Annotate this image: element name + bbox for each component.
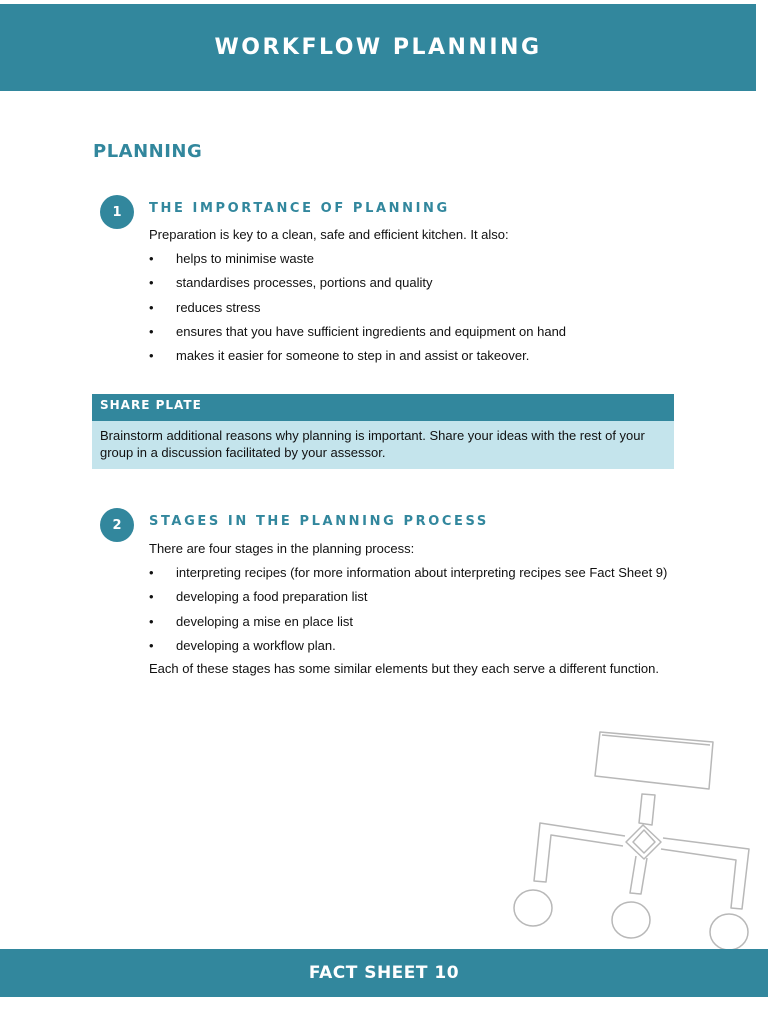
footer-label: FACT SHEET 10 — [308, 963, 460, 983]
bullet-list — [149, 251, 566, 372]
list-item: • interpreting recipes (for more information about interpreting recipes see Fact Sheet 9) — [149, 565, 667, 589]
list-item: • developing a food preparation list — [149, 589, 667, 613]
list-item: • ensures that you have sufficient ingredients and equipment on hand — [149, 324, 566, 348]
section-heading: STAGES IN THE PLANNING PROCESS — [149, 514, 489, 529]
share-plate-callout — [92, 394, 674, 469]
footer-banner — [0, 949, 768, 997]
section-intro: There are four stages in the planning process: — [149, 541, 415, 556]
list-item: • standardises processes, portions and quality — [149, 275, 566, 299]
header-banner — [0, 4, 756, 91]
share-plate-title: SHARE PLATE — [92, 394, 674, 421]
list-item: • makes it easier for someone to step in and assist or takeover. — [149, 348, 566, 372]
section-number-badge: 1 — [100, 195, 134, 229]
list-item: • developing a workflow plan. — [149, 638, 667, 662]
section-number-badge: 2 — [100, 508, 134, 542]
list-item: • reduces stress — [149, 300, 566, 324]
section-outro: Each of these stages has some similar elements but they each serve a different function. — [149, 661, 659, 676]
section-title: PLANNING — [93, 141, 203, 162]
bullet-list — [149, 565, 667, 662]
list-item: • developing a mise en place list — [149, 614, 667, 638]
list-item: • helps to minimise waste — [149, 251, 566, 275]
section-intro: Preparation is key to a clean, safe and efficient kitchen. It also: — [149, 227, 509, 242]
section-heading: THE IMPORTANCE OF PLANNING — [149, 201, 450, 216]
share-plate-body: Brainstorm additional reasons why planning is important. Share your ideas with the rest of your group in a discussion facilitated by your assessor. — [92, 421, 674, 469]
page-title: WORKFLOW PLANNING — [214, 35, 542, 60]
flowchart-sketch-icon — [505, 725, 765, 955]
